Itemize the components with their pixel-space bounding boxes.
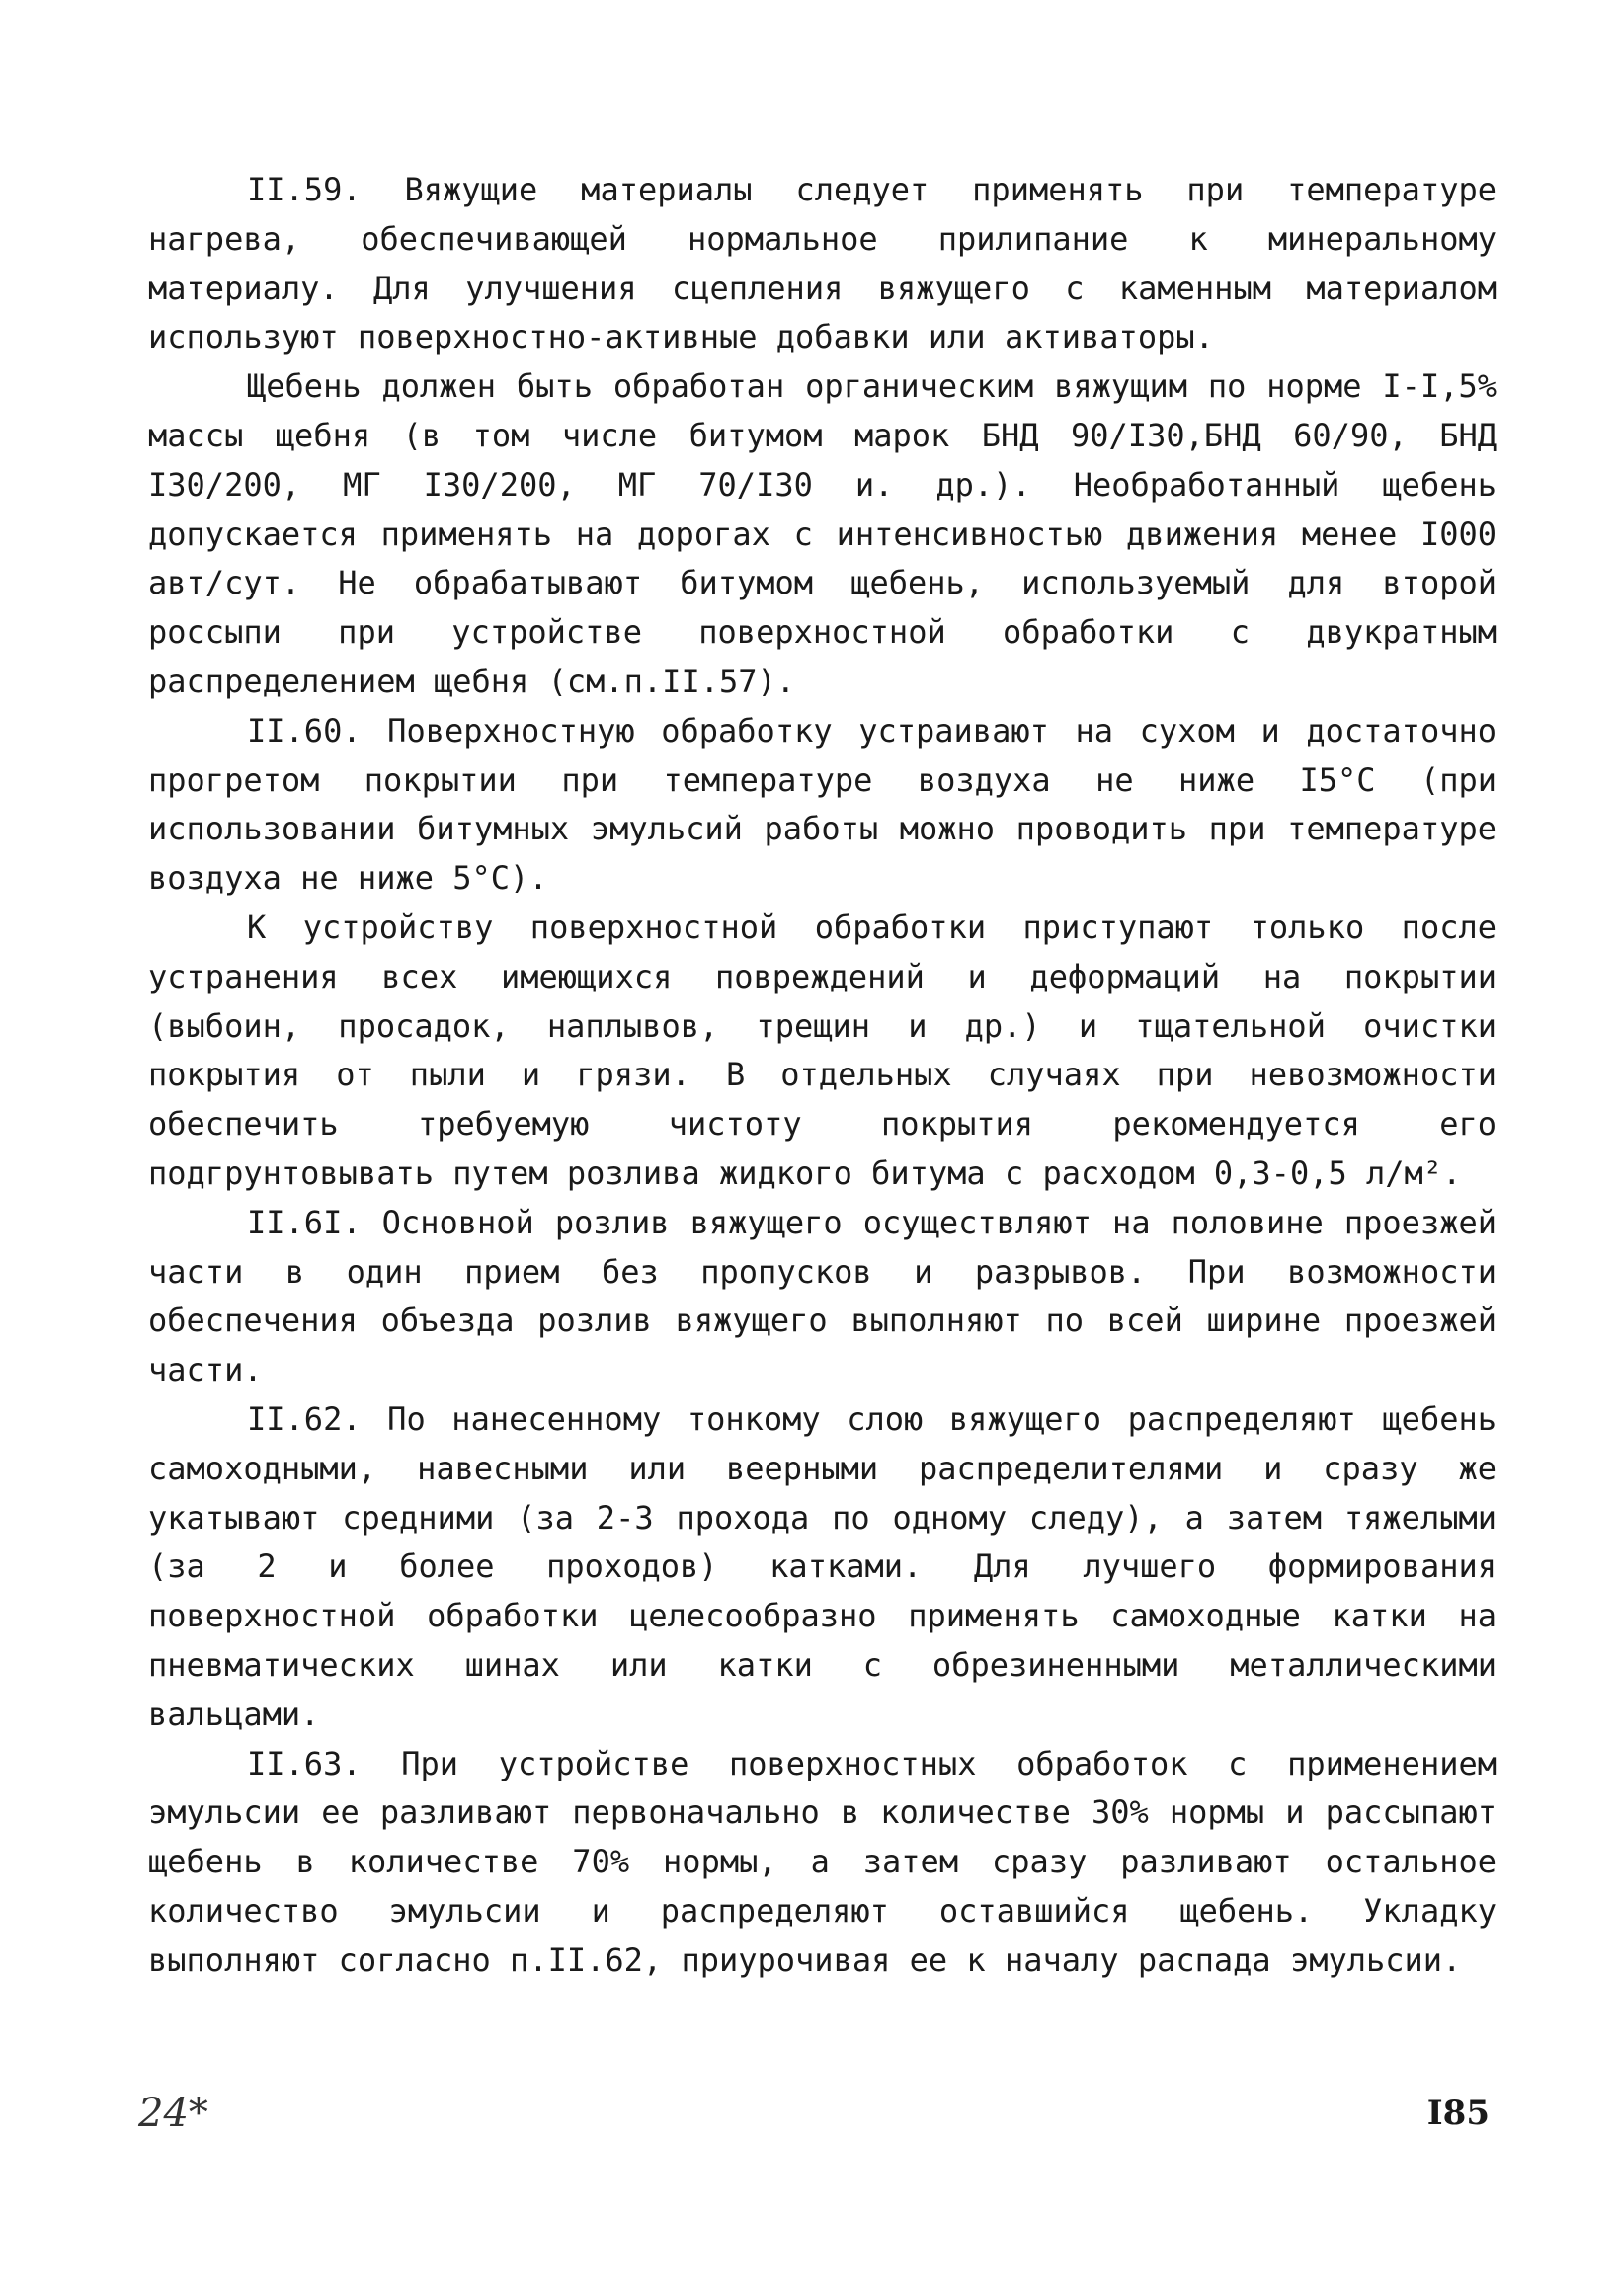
paragraph-11-61: II.6I. Основной розлив вяжущего осуществляют на половине проезжей части в один прием без пропусков и разрывов. При возможности обеспечения объезда розлив вяжущего выполняют по всей ширине проезжей части. [148,1203,1497,1389]
paragraph-11-59: II.59. Вяжущие материалы следует применять при температуре нагрева, обеспечивающей нормальное прилипание к минеральному материалу. Для улучшения сцепления вяжущего с каменным материалом используют поверхностно-активные добавки или активаторы. [148,171,1497,356]
paragraph-11-63: II.63. При устройстве поверхностных обработок с применением эмульсии ее разливают первоначально в количестве 30% нормы и рассыпают щебень в количестве 70% нормы, а затем сразу разливают остальное количество эмульсии и распределяют оставшийся щебень. Укладку выполняют согласно п.II.62, приурочивая ее к началу распада эмульсии. [148,1744,1497,1979]
paragraph-crushed-stone-treatment: Щебень должен быть обработан органическим вяжущим по норме I-I,5% массы щебня (в том числе битумом марок БНД 90/I30,БНД 60/90, БНД I30/200, МГ I30/200, МГ 70/I30 и. др.). Необработанный щебень допускается применять на дорогах с интенсивностью движения менее I000 авт/сут. Не обрабатывают битумом щебень, используемый для второй россыпи при устройстве поверхностной обработки с двукратным распределением щебня (см.п.II.57). [148,367,1497,700]
paragraph-11-60: II.60. Поверхностную обработку устраивают на сухом и достаточно прогретом покрытии при температуре воздуха не ниже I5°С (при использовании битумных эмульсий работы можно проводить при температуре воздуха не ниже 5°С). [148,711,1497,898]
handwritten-mark: 24* [138,2091,208,2136]
paragraph-11-62: II.62. По нанесенному тонкому слою вяжущего распределяют щебень самоходными, навесными или веерными распределителями и сразу же укатывают средними (за 2-3 прохода по одному следу), а затем тяжелыми (за 2 и более проходов) катками. Для лучшего формирования поверхностной обработки целесообразно применять самоходные катки на пневматических шинах или катки с обрезиненными металлическими вальцами. [148,1399,1497,1733]
page-number: I85 [1426,2094,1490,2133]
body-text [148,166,1497,1985]
paragraph-surface-preparation: К устройству поверхностной обработки приступают только после устранения всех имеющихся повреждений и деформаций на покрытии (выбоин, просадок, наплывов, трещин и др.) и тщательной очистки покрытия от пыли и грязи. В отдельных случаях при невозможности обеспечить требуемую чистоту покрытия рекомендуется его подгрунтовывать путем розлива жидкого битума с расходом 0,3-0,5 л/м². [148,908,1497,1192]
